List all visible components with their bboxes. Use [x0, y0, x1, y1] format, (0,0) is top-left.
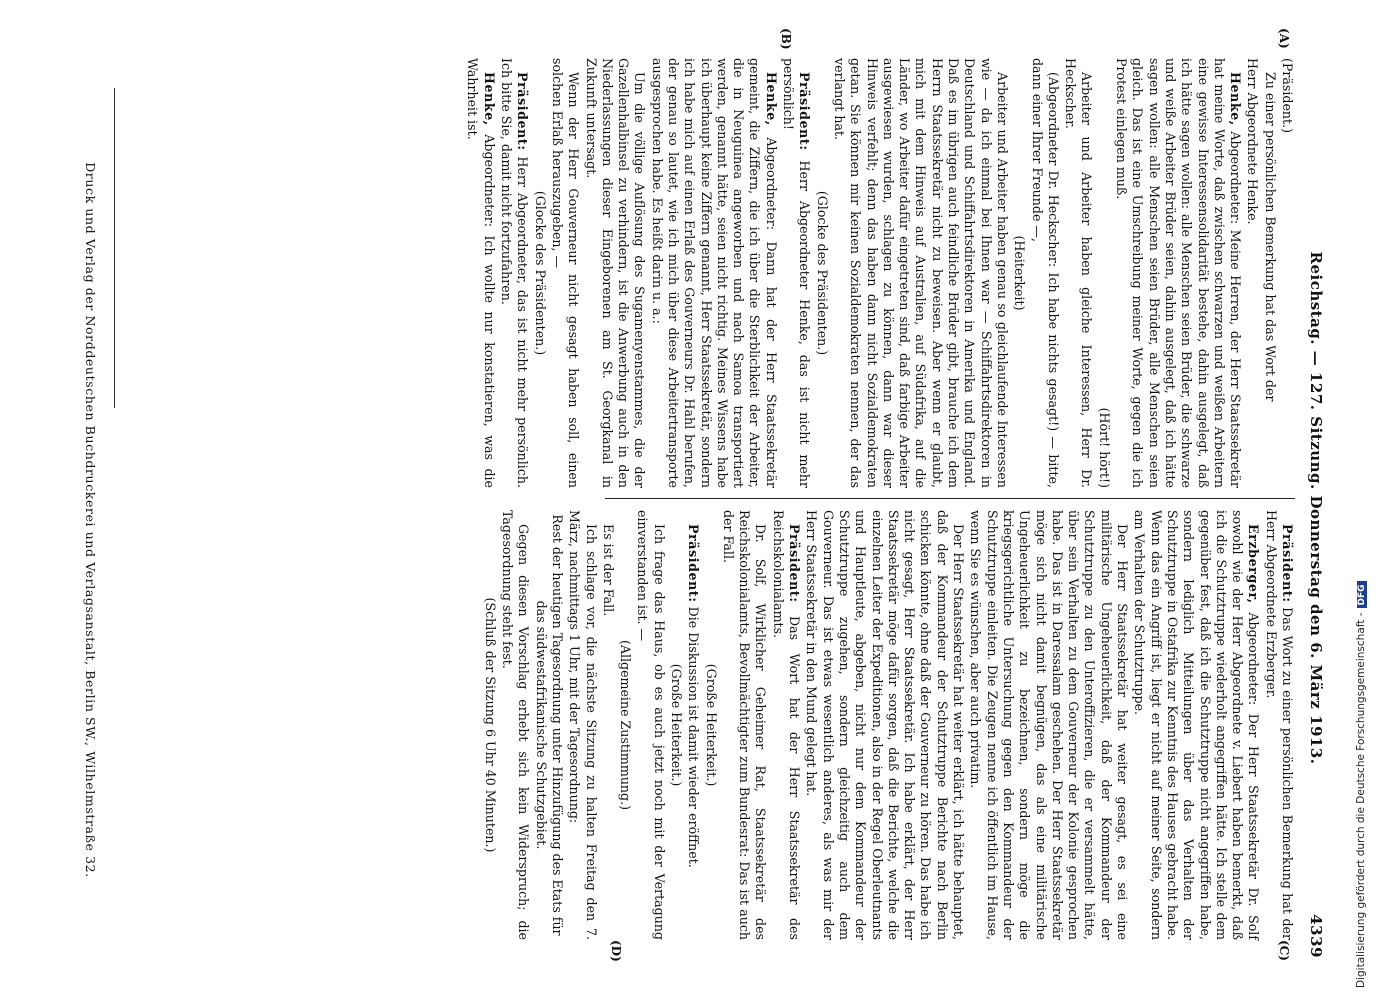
speech	[498, 58, 531, 488]
speaker-name: Präsident:	[1280, 524, 1295, 603]
column-divider	[605, 498, 1295, 499]
imprint-footer: Druck und Verlag der Norddeutschen Buchdruckerei und Verlagsanstalt, Berlin SW., Wilhelmstraße 32.	[83, 162, 98, 878]
footer-rule	[114, 88, 115, 408]
interjection: (Heiterkeit)	[1012, 235, 1028, 311]
speech-text: Herr Abgeordneter Henke, das ist nicht mehr persönlich!	[781, 58, 813, 488]
closing-note: (Schluß der Sitzung 6 Uhr 40 Minuten.)	[482, 597, 498, 853]
speech	[685, 510, 701, 940]
interjection: (Abgeordneter Dr. Heckscher: Ich habe nichts gesagt!) — bitte, dann einer Ihrer Freunde —,	[1029, 58, 1061, 488]
margin-mark-b: (B)	[779, 28, 793, 50]
paragraph: Gegen diesen Vorschlag erhebt sich kein Widerspruch; die Tagesordnung steht fest.	[500, 510, 532, 940]
interjection: (Glocke des Präsidenten.)	[814, 190, 830, 356]
speech-text: Das Wort hat der Herr Staatssekretär des Reichskolonialamts.	[770, 510, 803, 940]
speech-text: Herr Abgeordneter, das ist nicht mehr persönlich. Ich bitte Sie, damit nicht fortzufahren.	[499, 58, 531, 488]
digitization-text: Digitalisierung gefördert durch die Deutsche Forschungsgemeinschaft -	[1355, 612, 1367, 988]
speaker-name: Präsident:	[787, 524, 803, 603]
speaker-name: Präsident:	[686, 524, 702, 603]
paragraph: Es ist der Fall.	[600, 524, 616, 617]
speech	[464, 58, 497, 488]
margin-mark-c: (C)	[1277, 940, 1291, 961]
dfg-logo: DFG	[1357, 581, 1367, 608]
speech-text: Das Wort zu einer persönlichen Bemerkung hat der Herr Abgeordnete Erzberger.	[1263, 510, 1295, 940]
paragraph: Zu einer persönlichen Bemerkung hat das Wort der	[1262, 72, 1278, 402]
right-column	[482, 510, 1295, 940]
interjection: (Allgemeine Zustimmung.)	[618, 639, 634, 811]
speaker-name: Präsident:	[797, 72, 813, 151]
interjection: (Glocke des Präsidenten.)	[532, 190, 548, 356]
paragraph: Der Herr Staatssekretär hat weiter erklärt, ich hätte behauptet, daß der Kommandeur der Schutztruppe Berichte nach Berlin schicken könnte, ohne daß der Gouverneur zu hören. Das habe ich nicht gesagt, Herr Staatssekretär. Ich habe erklärt, der Herr Staatssekretär möge dafür sorgen, daß die Berichte, welche die einzelnen Leiter der Expeditionen, also in der Regel Oberleutnants und Hauptleute, abgeben, nicht nur dem Kommandeur der Schutztruppe zugehen, sondern gleichzeitig auch dem Gouverneur. Das ist etwas wesentlich anderes, als was mir der Herr Staatssekretär in den Mund gelegt hat.	[804, 510, 967, 940]
page-header	[1303, 58, 1325, 958]
speaker-name: Präsident:	[515, 72, 531, 151]
speaker-name: Henke,	[1228, 72, 1244, 126]
speech	[770, 510, 803, 940]
paragraph: Ich schlage vor, die nächste Sitzung zu halten Freitag den 7. März, nachmittags 1 Uhr, mit der Tagesordnung:	[567, 510, 599, 940]
digitization-note	[1355, 584, 1375, 988]
interjection: (Große Heiterkeit.)	[669, 663, 685, 787]
speech-text: Abgeordneter: Dann hat der Herr Staatssekretär gemeint, die Ziffern, die ich über die Sterblichkeit der Arbeiter, die in Neuguinea angeworben und nach Samoa transportiert werden, genannt hätte, seien nicht richtig. Meines Wissens habe ich überhaupt keine Ziffern genannt, Herr Staatssekretär, sondern ich habe mich auf einen Erlaß des Gouverneurs Dr. Hahl berufen, der genau so lautet, wie ich mich über diese Arbeitertransporte ausgesprochen habe. Es heißt darin u. a.:	[649, 58, 779, 488]
left-column	[465, 58, 1295, 488]
header-title: Reichstag. — 127. Sitzung. Donnerstag den 6. März 1913.	[1307, 251, 1325, 765]
paragraph: Dr. Solf, Wirklicher Geheimer Rat, Staatssekretär des Reichskolonialamts, Bevollmächtigter zum Bundesrat: Das ist auch der Fall.	[720, 510, 769, 940]
speech	[648, 58, 778, 488]
speech-text: Abgeordneter: Der Herr Staatssekretär Dr. Solf sowohl wie der Herr Abgeordnete v. Liebert haben bemerkt, daß ich die Schutztruppe wiederholt angegriffen hätte. Ich stelle dem gegenüber fest, daß ich die Schutztruppe nicht angegriffen habe, sondern lediglich Mitteilungen über das Verhalten der Schutztruppe in Ostafrika zur Kenntnis des Hauses gebracht habe. Wenn das ein Angriff ist, liegt er nicht auf meiner Seite, sondern am Verhalten der Schutztruppe.	[1132, 510, 1262, 940]
speech	[1131, 510, 1261, 940]
margin-mark-a: (A)	[1277, 28, 1291, 49]
paragraph: Der Herr Staatssekretär hat weiter gesagt, es sei eine militärische Ungeheuerlichkeit, daß der Kommandeur der Schutztruppe zu den Unteroffizieren, die er versammelt hätte, über sein Verhalten zu dem Gouverneur der Kolonie gesprochen habe. Das ist in Daressalam geschehen. Der Herr Staatssekretär möge sich nicht damit begnügen, das als eine militärische Ungeheuerlichkeit zu bezeichnen, sondern möge die kriegsgerichtliche Untersuchung gegen den Kommandeur der Schutztruppe einleiten. Die Zeugen nenne ich öffentlich im Hause, wenn Sie es wünschen, aber auch privatim.	[968, 510, 1131, 940]
speaker-name: Erzberger,	[1246, 524, 1262, 604]
speaker-name: Henke,	[481, 72, 497, 126]
speech-text: Die Diskussion ist damit wieder eröffnet.	[686, 606, 702, 868]
page-number: 4339	[1307, 914, 1325, 958]
president-ref: (Präsident.)	[1280, 58, 1295, 134]
speech-text: Abgeordneter: Meine Herren, der Herr Staatssekretär hat meine Worte, daß zwischen schwarzen und weißen Arbeitern eine gewisse Interessensolidarität bestehe, dahin ausgelegt, daß ich hätte sagen wollen: alle Menschen seien Brüder, die schwarze und weiße Arbeiter Brüder seien, dahin ausgelegt, daß ich hätte sagen wollen: alle Menschen seien Brüder, alle Menschen seien gleich. Das ist eine Umschreibung meiner Worte, gegen die ich Protest einlegen muß.	[1114, 58, 1244, 488]
paragraph: Arbeiter und Arbeiter haben gleiche Interessen, Herr Dr. Heckscher.	[1063, 58, 1095, 488]
speech	[780, 58, 813, 488]
paragraph: Arbeiter und Arbeiter haben genau so gleichlaufende Interessen wie — da ich einmal bei Ihnen war — Schiffahrtsdirektoren in Deutschland und Schiffahrtsdirektoren in Amerika und England. Daß es im übrigen auch feindliche Brüder gibt, brauche ich dem Herrn Staatssekretär nicht zu beweisen. Aber wenn er glaubt, mich mit dem Hinweis auf Australien, auf Südafrika, auf die Länder, wo Arbeiter dafür eingetreten sind, daß farbige Arbeiter ausgewiesen wurden, schlagen zu können, dann war dieser Hinweis verfehlt; denn das haben dann nicht Sozialdemokraten getan. Sie können mir keinen Sozialdemokraten nennen, der das verlangt hat.	[831, 58, 1010, 488]
margin-mark-d: (D)	[609, 940, 623, 962]
quotation: Um die völlige Auflösung des Sugamenyenstammes, die der Gazellenhalbinsel zu verhindern, ist die Anwerbung auch in den Niederlassungen dieser Eingeborenen am St. Georgkanal in Zukunft untersagt.	[583, 58, 648, 488]
speaker-name: Henke,	[763, 72, 779, 126]
speech	[1113, 58, 1243, 488]
speech-text: Abgeordneter: Ich wollte nur konstatieren, was die Wahrheit ist.	[465, 58, 497, 488]
paragraph: Ich frage das Haus, ob es auch jetzt noch mit der Vertagung einverstanden ist. —	[635, 510, 667, 940]
speech	[1262, 510, 1295, 940]
agenda-item: Rest der heutigen Tagesordnung unter Hinzufügung des Etats für das südwestafrikanische Schutzgebiet.	[533, 514, 565, 936]
paragraph: Wenn der Herr Gouverneur nicht gesagt haben soll, einen solchen Erlaß herauszugeben, —	[549, 58, 582, 488]
interjection: (Große Heiterkeit.)	[703, 663, 719, 787]
paragraph: Herr Abgeordnete Henke.	[1245, 58, 1261, 225]
interjection: (Hört! hört!)	[1096, 407, 1112, 488]
